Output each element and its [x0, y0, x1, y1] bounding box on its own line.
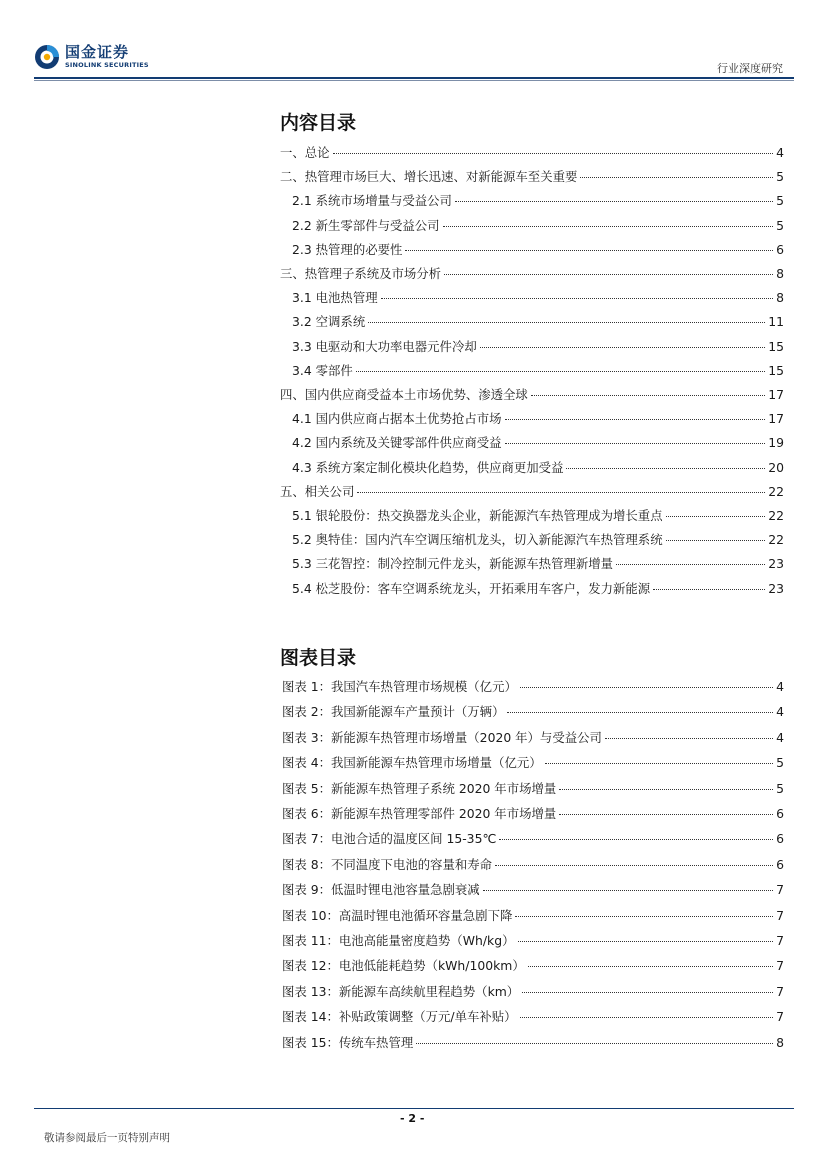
- figures-title: 图表目录: [280, 647, 357, 669]
- entry-page-number: 19: [768, 435, 784, 451]
- figure-entry[interactable]: [282, 728, 784, 748]
- footer-divider: [34, 1108, 794, 1109]
- toc-entry[interactable]: [280, 143, 784, 163]
- entry-label: 五、相关公司: [280, 483, 355, 499]
- figure-entry[interactable]: [282, 855, 784, 875]
- dot-leader: [499, 839, 773, 840]
- toc-entry[interactable]: [292, 361, 784, 381]
- entry-label: 3.3 电驱动和大功率电器元件冷却: [292, 338, 477, 354]
- figure-entry[interactable]: [282, 1033, 784, 1053]
- figure-entry[interactable]: [282, 956, 784, 976]
- entry-label: 4.1 国内供应商占据本土优势抢占市场: [292, 411, 502, 427]
- dot-leader: [443, 226, 774, 227]
- entry-page-number: 5: [776, 217, 784, 233]
- dot-leader: [405, 250, 773, 251]
- toc-entry[interactable]: [280, 167, 784, 187]
- entry-page-number: 22: [768, 483, 784, 499]
- dot-leader: [653, 589, 765, 590]
- entry-page-number: 22: [768, 532, 784, 548]
- entry-label: 5.4 松芝股份：客车空调系统龙头，开拓乘用车客户，发力新能源: [292, 580, 651, 596]
- entry-label: 3.2 空调系统: [292, 314, 366, 330]
- entry-label: 5.3 三花智控：制冷控制元件龙头，新能源车热管理新增量: [292, 556, 614, 572]
- entry-label: 四、国内供应商受益本土市场优势、渗透全球: [280, 387, 528, 402]
- entry-page-number: 4: [776, 145, 784, 160]
- figure-entry[interactable]: [282, 753, 784, 773]
- entry-page-number: 20: [768, 459, 784, 475]
- footer-disclaimer: 敬请参阅最后一页特别声明: [44, 1132, 170, 1144]
- entry-page-number: 17: [768, 411, 784, 427]
- entry-page-number: 17: [768, 387, 784, 402]
- entry-label: 一、总论: [280, 145, 330, 160]
- entry-page-number: 4: [776, 679, 784, 694]
- entry-page-number: 15: [768, 338, 784, 354]
- dot-leader: [531, 395, 765, 396]
- toc-entry[interactable]: [292, 409, 784, 429]
- dot-leader: [416, 1043, 773, 1044]
- logo-english-name: SINOLINK SECURITIES: [65, 61, 149, 70]
- entry-page-number: 5: [776, 780, 784, 796]
- entry-page-number: 7: [776, 1009, 784, 1025]
- entry-label: 图表 15：传统车热管理: [282, 1034, 414, 1050]
- dot-leader: [515, 916, 773, 917]
- dot-leader: [605, 738, 773, 739]
- dot-leader: [505, 419, 766, 420]
- dot-leader: [616, 564, 765, 565]
- figure-entry[interactable]: [282, 1007, 784, 1027]
- dot-leader: [381, 298, 774, 299]
- entry-label: 图表 10：高温时锂电池循环容量急剧下降: [282, 907, 513, 923]
- logo-chinese-name: 国金证券: [65, 43, 130, 62]
- entry-page-number: 11: [768, 314, 784, 330]
- dot-leader: [483, 890, 773, 891]
- entry-label: 2.3 热管理的必要性: [292, 241, 403, 257]
- entry-label: 图表 12：电池低能耗趋势（kWh/100km）: [282, 958, 525, 974]
- dot-leader: [455, 201, 773, 202]
- entry-page-number: 7: [776, 907, 784, 923]
- dot-leader: [495, 865, 773, 866]
- entry-label: 图表 2：我国新能源车产量预计（万辆）: [282, 704, 505, 720]
- entry-page-number: 23: [768, 580, 784, 596]
- entry-page-number: 15: [768, 362, 784, 378]
- entry-label: 5.1 银轮股份：热交换器龙头企业，新能源汽车热管理成为增长重点: [292, 508, 663, 523]
- figure-entry[interactable]: [282, 779, 784, 799]
- dot-leader: [520, 1017, 774, 1018]
- header-divider-thin: [34, 80, 794, 81]
- toc-entry[interactable]: [292, 458, 784, 478]
- entry-page-number: 23: [768, 556, 784, 572]
- entry-label: 三、热管理子系统及市场分析: [280, 266, 442, 281]
- entry-label: 3.4 零部件: [292, 362, 353, 378]
- toc-title: 内容目录: [280, 112, 357, 134]
- dot-leader: [356, 371, 765, 372]
- entry-label: 图表 13：新能源车高续航里程趋势（km）: [282, 983, 520, 999]
- toc-entry[interactable]: [292, 216, 784, 236]
- dot-leader: [566, 468, 765, 469]
- entry-page-number: 7: [776, 933, 784, 948]
- toc-entry[interactable]: [280, 482, 784, 502]
- entry-page-number: 5: [776, 193, 784, 209]
- entry-label: 图表 14：补贴政策调整（万元/单车补贴）: [282, 1009, 517, 1025]
- entry-page-number: 7: [776, 983, 784, 999]
- entry-page-number: 8: [776, 266, 784, 281]
- dot-leader: [507, 712, 773, 713]
- dot-leader: [520, 687, 773, 688]
- entry-label: 图表 9：低温时锂电池容量急剧衰减: [282, 882, 480, 898]
- entry-page-number: 6: [776, 806, 784, 821]
- dot-leader: [357, 492, 765, 493]
- company-logo: [34, 44, 149, 70]
- toc-entry[interactable]: [280, 385, 784, 405]
- entry-page-number: 6: [776, 856, 784, 872]
- entry-label: 2.2 新生零部件与受益公司: [292, 217, 440, 233]
- dot-leader: [528, 966, 773, 967]
- entry-label: 二、热管理市场巨大、增长迅速、对新能源车至关重要: [280, 169, 578, 185]
- dot-leader: [368, 322, 765, 323]
- entry-label: 图表 6：新能源车热管理零部件 2020 年市场增量: [282, 806, 557, 821]
- figure-entry[interactable]: [282, 931, 784, 951]
- dot-leader: [444, 274, 773, 275]
- entry-label: 4.3 系统方案定制化模块化趋势，供应商更加受益: [292, 459, 564, 475]
- entry-label: 图表 11：电池高能量密度趋势（Wh/kg）: [282, 933, 515, 948]
- entry-page-number: 6: [776, 831, 784, 847]
- entry-label: 图表 8：不同温度下电池的容量和寿命: [282, 856, 493, 872]
- figure-entry[interactable]: [282, 702, 784, 722]
- dot-leader: [580, 177, 773, 178]
- dot-leader: [545, 763, 773, 764]
- toc-entry[interactable]: [280, 264, 784, 284]
- entry-label: 图表 1：我国汽车热管理市场规模（亿元）: [282, 679, 517, 694]
- toc-entry[interactable]: [292, 579, 784, 599]
- toc-entry[interactable]: [292, 433, 784, 453]
- dot-leader: [333, 153, 774, 154]
- toc-entry[interactable]: [292, 240, 784, 260]
- entry-page-number: 7: [776, 958, 784, 974]
- figure-entry[interactable]: [282, 677, 784, 697]
- entry-label: 图表 5：新能源车热管理子系统 2020 年市场增量: [282, 780, 557, 796]
- page-header: [0, 0, 827, 82]
- entry-page-number: 6: [776, 241, 784, 257]
- entry-page-number: 5: [776, 755, 784, 771]
- entry-label: 图表 4：我国新能源车热管理市场增量（亿元）: [282, 755, 542, 771]
- entry-label: 图表 3：新能源车热管理市场增量（2020 年）与受益公司: [282, 729, 602, 745]
- toc-entry[interactable]: [292, 554, 784, 574]
- entry-page-number: 7: [776, 882, 784, 898]
- toc-entry[interactable]: [292, 312, 784, 332]
- entry-label: 3.1 电池热管理: [292, 290, 378, 306]
- figure-entry[interactable]: [282, 906, 784, 926]
- entry-label: 4.2 国内系统及关键零部件供应商受益: [292, 435, 502, 451]
- dot-leader: [522, 992, 773, 993]
- toc-entry[interactable]: [292, 191, 784, 211]
- header-divider: [34, 77, 794, 79]
- entry-label: 2.1 系统市场增量与受益公司: [292, 193, 452, 209]
- dot-leader: [480, 347, 765, 348]
- toc-entry[interactable]: [292, 530, 784, 550]
- figure-entry[interactable]: [282, 880, 784, 900]
- figure-entry[interactable]: [282, 982, 784, 1002]
- dot-leader: [559, 789, 773, 790]
- entry-label: 5.2 奥特佳：国内汽车空调压缩机龙头，切入新能源汽车热管理系统: [292, 532, 663, 548]
- figure-entry[interactable]: [282, 804, 784, 824]
- entry-page-number: 4: [776, 729, 784, 745]
- dot-leader: [666, 516, 766, 517]
- figure-entry[interactable]: [282, 829, 784, 849]
- entry-page-number: 4: [776, 704, 784, 720]
- entry-page-number: 5: [776, 169, 784, 185]
- entry-page-number: 22: [768, 508, 784, 523]
- entry-label: 图表 7：电池合适的温度区间 15-35℃: [282, 831, 497, 847]
- dot-leader: [666, 540, 766, 541]
- report-type: 行业深度研究: [717, 62, 783, 75]
- dot-leader: [518, 941, 774, 942]
- dot-leader: [559, 814, 773, 815]
- entry-page-number: 8: [776, 290, 784, 306]
- sinolink-logo-icon: [34, 44, 60, 70]
- toc-entry[interactable]: [292, 288, 784, 308]
- page-number: - 2 -: [400, 1112, 425, 1125]
- dot-leader: [505, 443, 766, 444]
- toc-entry[interactable]: [292, 506, 784, 526]
- toc-entry[interactable]: [292, 337, 784, 357]
- entry-page-number: 8: [776, 1034, 784, 1050]
